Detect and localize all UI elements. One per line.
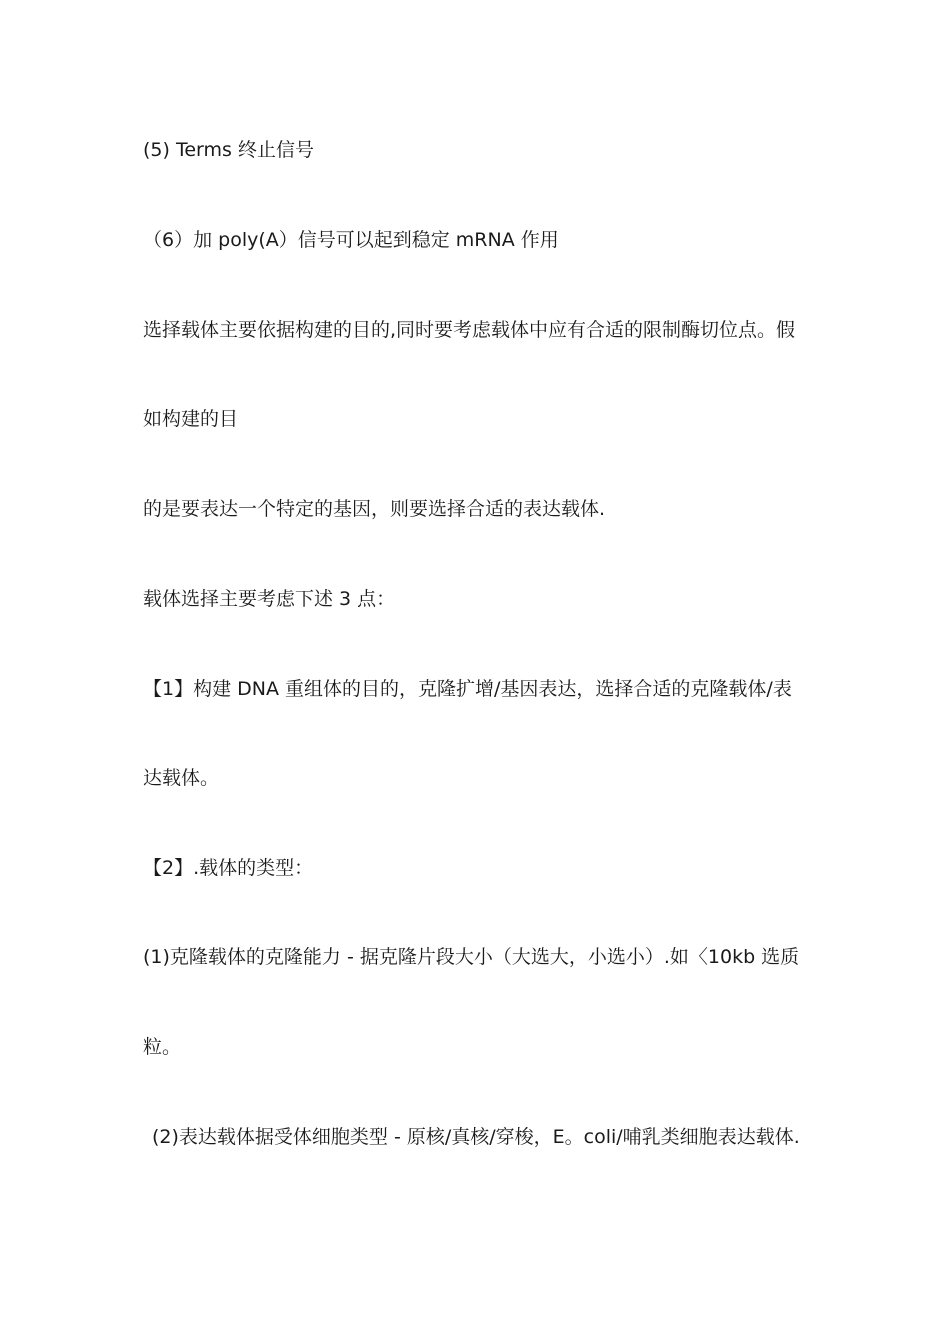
text-line-three-points: 载体选择主要考虑下述 3 点： [143, 588, 396, 610]
text-line-vector-selection: 选择载体主要依据构建的目的,同时要考虑载体中应有合适的限制酶切位点。假 [143, 319, 796, 341]
text-line-polya: （6）加 poly(A）信号可以起到稳定 mRNA 作用 [143, 229, 559, 251]
text-line-point-1-cont: 达载体。 [143, 767, 220, 789]
text-line-cloning-capacity: (1)克隆载体的克隆能力 - 据克隆片段大小（大选大，小选小）.如〈10kb 选质 [143, 946, 800, 968]
text-line-cloning-capacity-cont: 粒。 [143, 1036, 182, 1058]
text-line-point-2: 【2】.载体的类型： [143, 857, 314, 879]
text-line-terms: (5) Terms 终止信号 [143, 139, 314, 161]
text-line-host-cell-type: (2)表达载体据受体细胞类型 - 原核/真核/穿梭，E。coli/哺乳类细胞表达载体. [152, 1126, 800, 1148]
text-line-construct-goal: 如构建的目 [143, 408, 239, 430]
text-line-expression-vector: 的是要表达一个特定的基因，则要选择合适的表达载体. [143, 498, 606, 520]
text-line-point-1: 【1】构建 DNA 重组体的目的，克隆扩增/基因表达，选择合适的克隆载体/表 [143, 678, 792, 700]
